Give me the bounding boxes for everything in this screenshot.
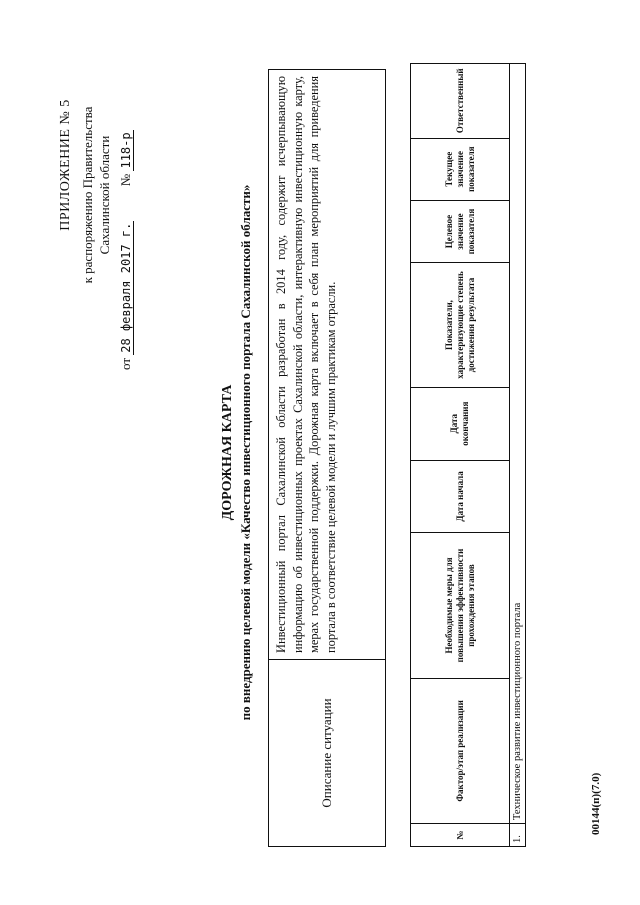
roadmap-table — [410, 63, 526, 847]
situation-label: Описание ситуации — [269, 659, 385, 846]
col-header-end-date: Дата окончания — [411, 387, 510, 460]
situation-box — [268, 69, 386, 847]
document-subtitle: по внедрению целевой модели «Качество инвестиционного портала Сахалинской области» — [238, 184, 253, 721]
document-title: ДОРОЖНАЯ КАРТА — [220, 384, 235, 521]
situation-text: Инвестиционный портал Сахалинской области разработан в 2014 году, содержит исчерпывающую информацию об инвестиционных проектах Сахалинской области, интерактивную инвестиционную карту, мерах государственной поддержки. Дорожная карта включает в себя план мероприятий для приведения портала в соответствие целевой модели и лучшим практикам отрасли. — [274, 76, 338, 653]
col-header-factor: Фактор/этап реализации — [411, 678, 510, 823]
row-section-title: Техническое развитие инвестиционного портала — [510, 64, 526, 824]
table-row — [510, 64, 526, 847]
appendix-date-line — [118, 30, 134, 370]
col-header-measures: Необходимые меры для повышения эффективности прохождения этапов — [411, 533, 510, 678]
row-number: 1. — [510, 824, 526, 847]
col-header-target-value: Целевое значение показателя — [411, 200, 510, 262]
col-header-start-date: Дата начала — [411, 460, 510, 533]
appendix-title: ПРИЛОЖЕНИЕ № 5 — [58, 99, 73, 231]
number-value: 118-р — [119, 132, 133, 169]
date-value: 28 февраля 2017 г. — [119, 222, 133, 353]
col-header-number: № — [411, 824, 510, 847]
col-header-current-value: Текущее значение показателя — [411, 138, 510, 200]
appendix-line-2: Сахалинской области — [97, 135, 112, 255]
appendix-line-1: к распоряжению Правительства — [80, 106, 95, 284]
table-header-row — [411, 64, 510, 847]
number-prefix: № — [118, 173, 133, 187]
col-header-indicators: Показатели, характеризующие степень достижения результата — [411, 263, 510, 388]
date-prefix: от — [118, 357, 133, 370]
col-header-responsible: Ответственный — [411, 64, 510, 139]
document-code: 00144(п)(7.0) — [590, 772, 602, 835]
